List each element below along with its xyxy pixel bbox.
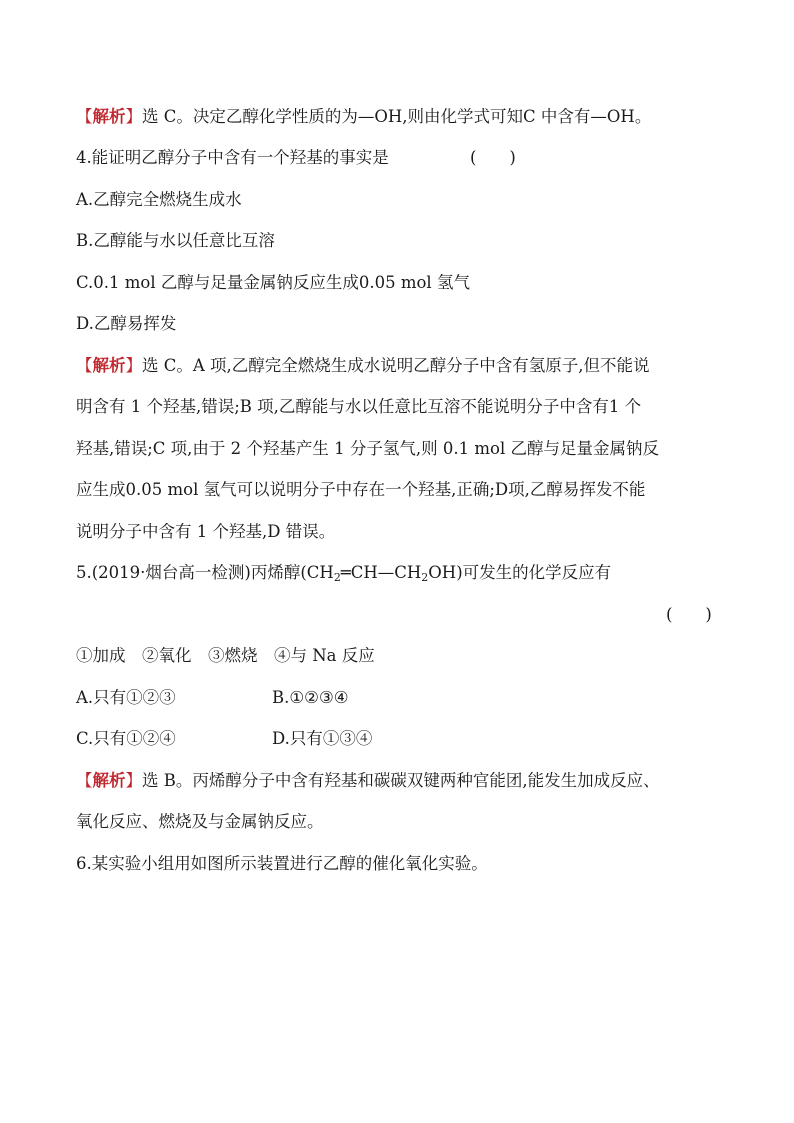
analysis-tag: 【解析】 <box>76 107 142 126</box>
q5-analysis-line-2: 氧化反应、燃烧及与金属钠反应。 <box>76 812 324 831</box>
q5-answer-paren: ( ) <box>666 605 712 624</box>
q4-analysis-line-2: 明含有 1 个羟基,错误;B 项,乙醇能与水以任意比互溶不能说明分子中含有1 个 <box>76 397 642 416</box>
q4-option-d: D.乙醇易挥发 <box>76 314 177 333</box>
q5-option-d: D.只有①③④ <box>272 729 373 748</box>
q4-answer-paren: ( ) <box>470 148 516 167</box>
q5-option-c: C.只有①②④ <box>76 729 176 748</box>
q6-stem: 6.某实验小组用如图所示装置进行乙醇的催化氧化实验。 <box>76 854 488 873</box>
q4-option-b: B.乙醇能与水以任意比互溶 <box>76 231 275 250</box>
analysis-tag: 【解析】 <box>76 771 142 790</box>
q4-analysis-line-3: 羟基,错误;C 项,由于 2 个羟基产生 1 分子氢气,则 0.1 mol 乙醇与足量金属钠反 <box>76 439 659 458</box>
q5-reaction-items: ①加成 ②氧化 ③燃烧 ④与 Na 反应 <box>76 646 375 665</box>
q4-analysis-line-5: 说明分子中含有 1 个羟基,D 错误。 <box>76 522 336 541</box>
q4-stem: 4.能证明乙醇分子中含有一个羟基的事实是 <box>76 148 389 167</box>
q3-answer-text: 选 C。决定乙醇化学性质的为—OH,则由化学式可知C 中含有—OH。 <box>142 107 652 126</box>
q5-option-a: A.只有①②③ <box>76 688 176 707</box>
q5-option-b: B.①②③④ <box>272 688 349 707</box>
analysis-tag: 【解析】 <box>76 356 142 375</box>
q5-analysis-line-1: 【解析】选 B。丙烯醇分子中含有羟基和碳碳双键两种官能团,能发生加成反应、 <box>76 771 660 790</box>
q4-option-a: A.乙醇完全燃烧生成水 <box>76 190 242 209</box>
q3-analysis <box>76 106 651 128</box>
q5-stem: 5.(2019·烟台高一检测)丙烯醇$(CH_2═CH—CH_2OH)$可发生的化学反应有 <box>76 563 612 584</box>
q4-option-c: C.0.1 mol 乙醇与足量金属钠反应生成0.05 mol 氢气 <box>76 273 470 292</box>
q4-analysis-line-1: 【解析】选 C。A 项,乙醇完全燃烧生成水说明乙醇分子中含有氢原子,但不能说 <box>76 356 650 375</box>
q4-analysis-line-4: 应生成0.05 mol 氢气可以说明分子中存在一个羟基,正确;D项,乙醇易挥发不能 <box>76 480 646 499</box>
